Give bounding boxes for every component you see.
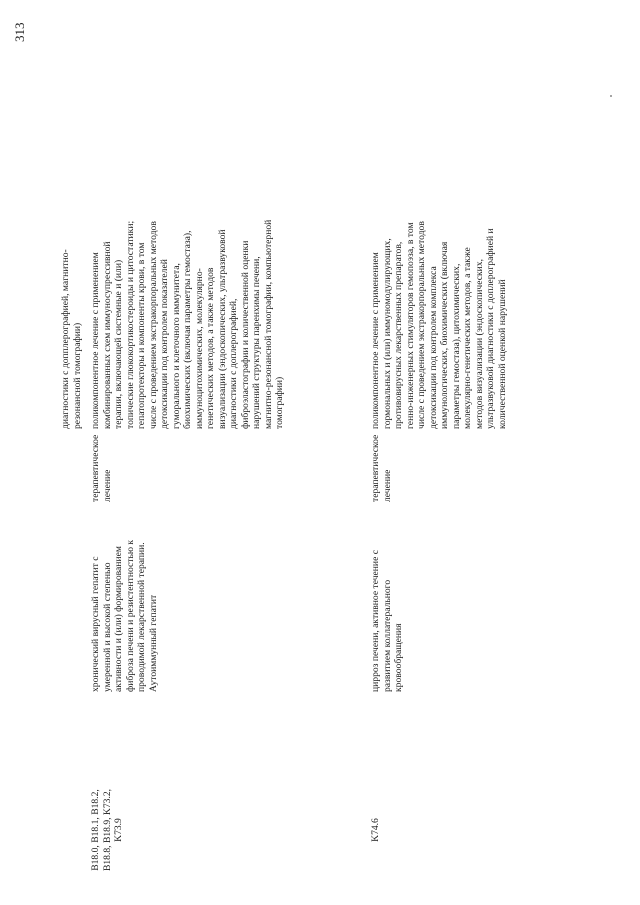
treatment-type-cell: терапевтическое лечение [370,434,393,502]
page-number: 313 [12,22,27,42]
mkb-code-cell: K74.6 [370,818,381,842]
treatment-method-cell: поликомпонентное лечение с применением гормональных и (или) иммуномодулирующих, противовирусных лекарственных препаратов, генно-инженерных стимуляторов гемопоэза, в том числе с проведением экстракорпоральных методов детоксикации под контролем комплекса иммунологических, биохимических (включая параметры гемостаза), цитохимических, молекулярно-генетических методов, а также методов визуализации (эндоскопических, ультразвуковой диагностики с доплерографией и количественной оценкой нарушений [370,221,508,429]
mkb-code-cell: B18.0, B18.1, B18.2, B18.8, B18.9, K73.2, K73.9 [90,788,124,872]
continuation-text: диагностики с допплерографией, магнитно-резонансной томографии) [60,249,83,429]
diagnosis-cell: хронический вирусный гепатит с умеренной и высокой степенью активности и (или) формированием фиброза печени и резистентностью к проводимой лекарственной терапии. Аутоиммунный гепатит [90,539,159,692]
treatment-type-cell: терапевтическое лечение [90,434,113,502]
scan-speck [610,95,612,97]
treatment-method-cell: поликомпонентное лечение с применением комбинированных схем иммуносупрессивной терапии, включающей системные и (или) топические глюкокортикостероиды и цитостатики; гепатопротекторы и компоненты крови, в том числе с проведением экстракорпоральных методов детоксикации под контролем показателей гуморального и клеточного иммунитета, биохимических (включая параметры гемостаза), иммуноцитохимических, молекулярно-генетических методов, а также методов визуализации (эндоскопических, ультразвуковой диагностики с доплерографией, фиброэластографии и количественной оценки нарушений структуры паренхимы печени, магнитно-резонансной томографии, компьютерной томографии) [90,219,285,429]
diagnosis-cell: цирроз печени, активное течение с развитием коллатерального кровообращения [370,550,404,692]
rotated-table-page [60,100,508,880]
